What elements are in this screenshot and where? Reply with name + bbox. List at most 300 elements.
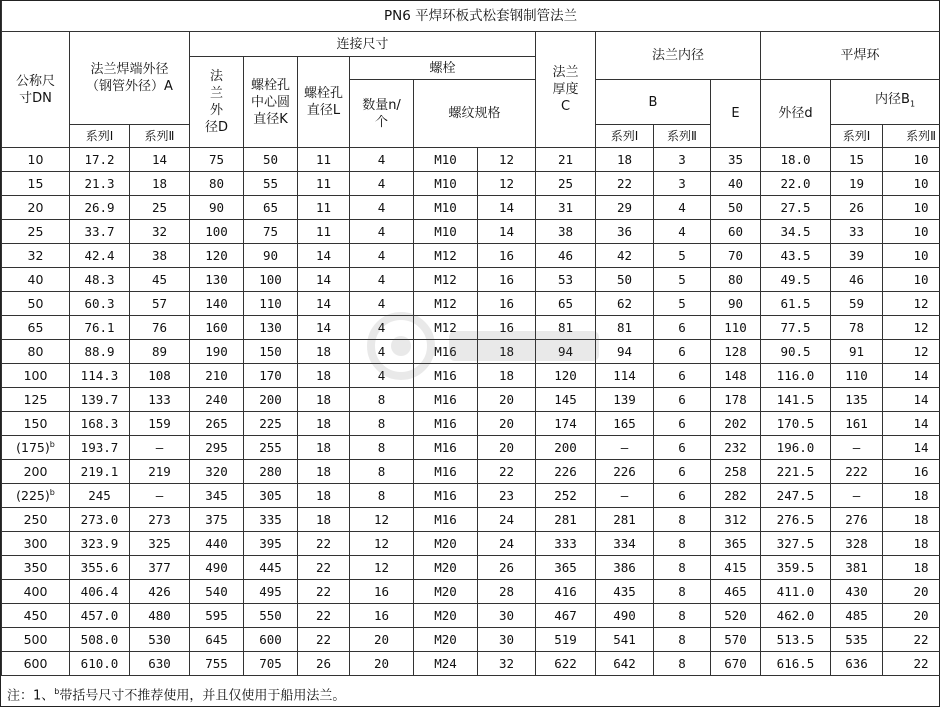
header-ring-od: 外径d bbox=[761, 80, 831, 148]
cell-k: 65 bbox=[244, 196, 298, 220]
cell-k: 90 bbox=[244, 244, 298, 268]
cell-a2: 325 bbox=[130, 532, 190, 556]
cell-n: 16 bbox=[350, 580, 414, 604]
cell-rb1: 170.5 bbox=[761, 412, 831, 436]
cell-a2: 32 bbox=[130, 220, 190, 244]
cell-dn bbox=[2, 580, 70, 604]
cell-l: 18 bbox=[298, 484, 350, 508]
cell-a2: 133 bbox=[130, 388, 190, 412]
cell-e: 4 bbox=[654, 196, 711, 220]
cell-rb2: 430 bbox=[831, 580, 883, 604]
cell-rb2: 19 bbox=[831, 172, 883, 196]
cell-k: 335 bbox=[244, 508, 298, 532]
cell-b2: 81 bbox=[596, 316, 654, 340]
cell-rb1: 90.5 bbox=[761, 340, 831, 364]
cell-d: 540 bbox=[190, 580, 244, 604]
cell-dn bbox=[2, 364, 70, 388]
cell-rd: 365 bbox=[711, 532, 761, 556]
cell-c: 18 bbox=[478, 364, 536, 388]
cell-dn-value: 10 bbox=[28, 152, 44, 167]
cell-c: 20 bbox=[478, 436, 536, 460]
cell-rd: 110 bbox=[711, 316, 761, 340]
cell-b2: 139 bbox=[596, 388, 654, 412]
cell-l: 11 bbox=[298, 172, 350, 196]
cell-a1: 26.9 bbox=[70, 196, 130, 220]
cell-c: 12 bbox=[478, 172, 536, 196]
cell-l: 22 bbox=[298, 604, 350, 628]
cell-rd: 202 bbox=[711, 412, 761, 436]
cell-dn-value: 500 bbox=[24, 632, 48, 647]
cell-a1: 21.3 bbox=[70, 172, 130, 196]
cell-rb1: 513.5 bbox=[761, 628, 831, 652]
cell-a1: 60.3 bbox=[70, 292, 130, 316]
cell-rd: 70 bbox=[711, 244, 761, 268]
cell-th: M10 bbox=[414, 196, 478, 220]
cell-l: 18 bbox=[298, 460, 350, 484]
cell-e: 8 bbox=[654, 508, 711, 532]
cell-rb1: 327.5 bbox=[761, 532, 831, 556]
cell-e: 6 bbox=[654, 484, 711, 508]
cell-th: M20 bbox=[414, 628, 478, 652]
cell-c: 28 bbox=[478, 580, 536, 604]
cell-f: 22 bbox=[883, 652, 940, 676]
cell-b2: 281 bbox=[596, 508, 654, 532]
cell-l: 22 bbox=[298, 628, 350, 652]
cell-rb1: 116.0 bbox=[761, 364, 831, 388]
cell-th: M16 bbox=[414, 388, 478, 412]
cell-dn bbox=[2, 172, 70, 196]
cell-d: 440 bbox=[190, 532, 244, 556]
cell-a1: 76.1 bbox=[70, 316, 130, 340]
cell-n: 8 bbox=[350, 436, 414, 460]
cell-a2: 219 bbox=[130, 460, 190, 484]
cell-e: 5 bbox=[654, 244, 711, 268]
cell-c: 16 bbox=[478, 244, 536, 268]
cell-b1: 416 bbox=[536, 580, 596, 604]
header-b-series1: 系列Ⅰ bbox=[596, 125, 654, 148]
cell-rd: 128 bbox=[711, 340, 761, 364]
cell-rb1: 43.5 bbox=[761, 244, 831, 268]
cell-b1: 174 bbox=[536, 412, 596, 436]
cell-f: 10 bbox=[883, 196, 940, 220]
cell-n: 4 bbox=[350, 172, 414, 196]
cell-a1: 193.7 bbox=[70, 436, 130, 460]
cell-a2: 377 bbox=[130, 556, 190, 580]
cell-l: 18 bbox=[298, 340, 350, 364]
cell-rd: 670 bbox=[711, 652, 761, 676]
cell-a1: 168.3 bbox=[70, 412, 130, 436]
cell-n: 12 bbox=[350, 556, 414, 580]
cell-rb1: 359.5 bbox=[761, 556, 831, 580]
cell-dn bbox=[2, 412, 70, 436]
cell-d: 375 bbox=[190, 508, 244, 532]
cell-b2: 165 bbox=[596, 412, 654, 436]
cell-b2: 226 bbox=[596, 460, 654, 484]
footnote-sup: b bbox=[54, 687, 59, 696]
cell-a2: — bbox=[130, 484, 190, 508]
cell-k: 50 bbox=[244, 148, 298, 172]
cell-k: 495 bbox=[244, 580, 298, 604]
cell-d: 120 bbox=[190, 244, 244, 268]
cell-l: 11 bbox=[298, 148, 350, 172]
cell-a1: 33.7 bbox=[70, 220, 130, 244]
cell-l: 22 bbox=[298, 556, 350, 580]
cell-th: M10 bbox=[414, 172, 478, 196]
cell-l: 14 bbox=[298, 244, 350, 268]
cell-rb2: 39 bbox=[831, 244, 883, 268]
header-flange-id: 法兰内径 bbox=[596, 32, 761, 80]
cell-d: 100 bbox=[190, 220, 244, 244]
cell-rd: 312 bbox=[711, 508, 761, 532]
cell-f: 20 bbox=[883, 580, 940, 604]
cell-dn bbox=[2, 460, 70, 484]
cell-a1: 508.0 bbox=[70, 628, 130, 652]
header-a-series1: 系列Ⅰ bbox=[70, 125, 130, 148]
cell-l: 22 bbox=[298, 580, 350, 604]
table-body bbox=[2, 148, 940, 676]
cell-rb1: 462.0 bbox=[761, 604, 831, 628]
cell-dn bbox=[2, 652, 70, 676]
cell-rb2: 636 bbox=[831, 652, 883, 676]
cell-n: 4 bbox=[350, 268, 414, 292]
cell-th: M16 bbox=[414, 340, 478, 364]
cell-dn-value: 250 bbox=[24, 512, 48, 527]
cell-l: 26 bbox=[298, 652, 350, 676]
cell-e: 4 bbox=[654, 220, 711, 244]
cell-rb2: 161 bbox=[831, 412, 883, 436]
cell-dn-sup: b bbox=[50, 488, 55, 497]
cell-d: 160 bbox=[190, 316, 244, 340]
flange-table bbox=[1, 1, 940, 676]
cell-d: 190 bbox=[190, 340, 244, 364]
cell-rd: 465 bbox=[711, 580, 761, 604]
cell-b1: 226 bbox=[536, 460, 596, 484]
cell-c: 18 bbox=[478, 340, 536, 364]
cell-d: 295 bbox=[190, 436, 244, 460]
cell-a2: 14 bbox=[130, 148, 190, 172]
cell-b2: 334 bbox=[596, 532, 654, 556]
cell-a2: 108 bbox=[130, 364, 190, 388]
cell-rb2: 33 bbox=[831, 220, 883, 244]
cell-k: 395 bbox=[244, 532, 298, 556]
cell-dn-value: 65 bbox=[28, 320, 44, 335]
cell-dn bbox=[2, 220, 70, 244]
cell-e: 6 bbox=[654, 364, 711, 388]
cell-n: 4 bbox=[350, 292, 414, 316]
cell-a1: 114.3 bbox=[70, 364, 130, 388]
cell-c: 16 bbox=[478, 268, 536, 292]
cell-a1: 355.6 bbox=[70, 556, 130, 580]
cell-rb1: 247.5 bbox=[761, 484, 831, 508]
cell-rb2: 46 bbox=[831, 268, 883, 292]
cell-th: M16 bbox=[414, 460, 478, 484]
cell-b1: 333 bbox=[536, 532, 596, 556]
cell-b2: 435 bbox=[596, 580, 654, 604]
cell-n: 8 bbox=[350, 460, 414, 484]
cell-e: 6 bbox=[654, 460, 711, 484]
table-row bbox=[2, 388, 940, 412]
header-bolt-circle: 螺栓孔中心圆直径K bbox=[244, 57, 298, 148]
cell-d: 595 bbox=[190, 604, 244, 628]
cell-f: 14 bbox=[883, 388, 940, 412]
cell-e: 5 bbox=[654, 292, 711, 316]
table-row bbox=[2, 484, 940, 508]
header-dn: 公称尺寸DN bbox=[2, 32, 70, 148]
header-ringid-series2: 系列Ⅱ bbox=[883, 125, 940, 148]
cell-n: 8 bbox=[350, 484, 414, 508]
cell-rb1: 616.5 bbox=[761, 652, 831, 676]
cell-k: 550 bbox=[244, 604, 298, 628]
cell-rd: 90 bbox=[711, 292, 761, 316]
table-row bbox=[2, 340, 940, 364]
cell-n: 4 bbox=[350, 316, 414, 340]
cell-th: M24 bbox=[414, 652, 478, 676]
cell-a2: 530 bbox=[130, 628, 190, 652]
header-connect: 连接尺寸 bbox=[190, 32, 536, 57]
header-e: E bbox=[711, 80, 761, 148]
cell-th: M16 bbox=[414, 508, 478, 532]
cell-f: 12 bbox=[883, 316, 940, 340]
cell-b2: 490 bbox=[596, 604, 654, 628]
cell-e: 5 bbox=[654, 268, 711, 292]
cell-th: M16 bbox=[414, 364, 478, 388]
cell-b1: 120 bbox=[536, 364, 596, 388]
cell-rb2: 110 bbox=[831, 364, 883, 388]
table-row bbox=[2, 652, 940, 676]
cell-f: 18 bbox=[883, 484, 940, 508]
header-flange-od: 法兰外径D bbox=[190, 57, 244, 148]
cell-a2: 76 bbox=[130, 316, 190, 340]
cell-b1: 519 bbox=[536, 628, 596, 652]
header-bolt: 螺栓 bbox=[350, 57, 536, 80]
cell-c: 22 bbox=[478, 460, 536, 484]
cell-rb1: 34.5 bbox=[761, 220, 831, 244]
cell-dn-value: 400 bbox=[24, 584, 48, 599]
cell-dn bbox=[2, 532, 70, 556]
cell-rd: 50 bbox=[711, 196, 761, 220]
cell-f: 14 bbox=[883, 364, 940, 388]
cell-rb2: 135 bbox=[831, 388, 883, 412]
cell-th: M16 bbox=[414, 436, 478, 460]
cell-c: 12 bbox=[478, 148, 536, 172]
cell-e: 6 bbox=[654, 340, 711, 364]
cell-l: 18 bbox=[298, 436, 350, 460]
cell-a1: 406.4 bbox=[70, 580, 130, 604]
cell-b1: 21 bbox=[536, 148, 596, 172]
cell-d: 140 bbox=[190, 292, 244, 316]
cell-dn-value: 100 bbox=[24, 368, 48, 383]
cell-th: M20 bbox=[414, 604, 478, 628]
cell-k: 225 bbox=[244, 412, 298, 436]
cell-a2: 18 bbox=[130, 172, 190, 196]
cell-n: 4 bbox=[350, 340, 414, 364]
cell-f: 20 bbox=[883, 604, 940, 628]
cell-th: M12 bbox=[414, 268, 478, 292]
cell-rb1: 22.0 bbox=[761, 172, 831, 196]
header-bolt-hole: 螺栓孔直径L bbox=[298, 57, 350, 148]
cell-rd: 35 bbox=[711, 148, 761, 172]
cell-k: 200 bbox=[244, 388, 298, 412]
cell-c: 20 bbox=[478, 388, 536, 412]
cell-dn bbox=[2, 604, 70, 628]
cell-e: 6 bbox=[654, 316, 711, 340]
cell-e: 6 bbox=[654, 436, 711, 460]
header-ring: 平焊环 bbox=[761, 32, 940, 80]
cell-e: 6 bbox=[654, 412, 711, 436]
cell-l: 14 bbox=[298, 268, 350, 292]
cell-dn-sup: b bbox=[50, 440, 55, 449]
cell-l: 18 bbox=[298, 388, 350, 412]
cell-d: 755 bbox=[190, 652, 244, 676]
header-ring-id-sub: 1 bbox=[910, 100, 915, 109]
cell-n: 4 bbox=[350, 196, 414, 220]
cell-b1: 38 bbox=[536, 220, 596, 244]
table-row bbox=[2, 556, 940, 580]
cell-a2: 159 bbox=[130, 412, 190, 436]
cell-b2: 386 bbox=[596, 556, 654, 580]
cell-d: 240 bbox=[190, 388, 244, 412]
cell-th: M12 bbox=[414, 292, 478, 316]
cell-rb2: 59 bbox=[831, 292, 883, 316]
cell-n: 8 bbox=[350, 388, 414, 412]
table-row bbox=[2, 316, 940, 340]
cell-dn-value: (175) bbox=[16, 440, 50, 455]
header-thickness: 法兰厚度C bbox=[536, 32, 596, 148]
cell-rb1: 61.5 bbox=[761, 292, 831, 316]
cell-k: 75 bbox=[244, 220, 298, 244]
cell-a2: 25 bbox=[130, 196, 190, 220]
cell-rb1: 196.0 bbox=[761, 436, 831, 460]
cell-l: 22 bbox=[298, 532, 350, 556]
cell-dn bbox=[2, 628, 70, 652]
cell-rb2: — bbox=[831, 484, 883, 508]
cell-e: 8 bbox=[654, 628, 711, 652]
cell-b1: 145 bbox=[536, 388, 596, 412]
cell-e: 8 bbox=[654, 532, 711, 556]
table-row bbox=[2, 196, 940, 220]
cell-b1: 365 bbox=[536, 556, 596, 580]
cell-k: 705 bbox=[244, 652, 298, 676]
cell-rb1: 27.5 bbox=[761, 196, 831, 220]
table-row bbox=[2, 412, 940, 436]
cell-f: 10 bbox=[883, 268, 940, 292]
header-b-series2: 系列Ⅱ bbox=[654, 125, 711, 148]
cell-k: 150 bbox=[244, 340, 298, 364]
table-row bbox=[2, 580, 940, 604]
cell-b1: 467 bbox=[536, 604, 596, 628]
cell-c: 30 bbox=[478, 628, 536, 652]
cell-dn bbox=[2, 436, 70, 460]
cell-b2: — bbox=[596, 484, 654, 508]
cell-l: 11 bbox=[298, 196, 350, 220]
cell-dn bbox=[2, 484, 70, 508]
cell-b2: 94 bbox=[596, 340, 654, 364]
cell-b1: 94 bbox=[536, 340, 596, 364]
cell-b1: 31 bbox=[536, 196, 596, 220]
cell-d: 130 bbox=[190, 268, 244, 292]
cell-dn-value: 350 bbox=[24, 560, 48, 575]
cell-e: 3 bbox=[654, 148, 711, 172]
cell-n: 20 bbox=[350, 652, 414, 676]
cell-rb1: 221.5 bbox=[761, 460, 831, 484]
cell-b2: 50 bbox=[596, 268, 654, 292]
cell-dn-value: 450 bbox=[24, 608, 48, 623]
cell-d: 490 bbox=[190, 556, 244, 580]
cell-dn bbox=[2, 148, 70, 172]
cell-e: 8 bbox=[654, 652, 711, 676]
cell-l: 18 bbox=[298, 364, 350, 388]
cell-th: M10 bbox=[414, 220, 478, 244]
cell-f: 18 bbox=[883, 556, 940, 580]
table-row bbox=[2, 172, 940, 196]
cell-dn bbox=[2, 196, 70, 220]
cell-rd: 40 bbox=[711, 172, 761, 196]
header-bolt-qty: 数量n/个 bbox=[350, 80, 414, 148]
cell-l: 14 bbox=[298, 316, 350, 340]
cell-e: 6 bbox=[654, 388, 711, 412]
cell-b1: 281 bbox=[536, 508, 596, 532]
cell-k: 280 bbox=[244, 460, 298, 484]
cell-c: 24 bbox=[478, 508, 536, 532]
cell-rb2: 26 bbox=[831, 196, 883, 220]
cell-rb1: 141.5 bbox=[761, 388, 831, 412]
table-row bbox=[2, 532, 940, 556]
cell-f: 10 bbox=[883, 220, 940, 244]
cell-c: 23 bbox=[478, 484, 536, 508]
cell-n: 8 bbox=[350, 412, 414, 436]
cell-rb2: — bbox=[831, 436, 883, 460]
table-row bbox=[2, 292, 940, 316]
cell-b2: 29 bbox=[596, 196, 654, 220]
cell-rb2: 222 bbox=[831, 460, 883, 484]
cell-a1: 457.0 bbox=[70, 604, 130, 628]
cell-b1: 65 bbox=[536, 292, 596, 316]
cell-th: M16 bbox=[414, 484, 478, 508]
header-bolt-thread: 螺纹规格 bbox=[414, 80, 536, 148]
cell-b1: 53 bbox=[536, 268, 596, 292]
cell-a1: 245 bbox=[70, 484, 130, 508]
cell-a1: 323.9 bbox=[70, 532, 130, 556]
cell-th: M20 bbox=[414, 556, 478, 580]
cell-rb2: 91 bbox=[831, 340, 883, 364]
cell-dn bbox=[2, 316, 70, 340]
cell-th: M12 bbox=[414, 244, 478, 268]
cell-a2: 273 bbox=[130, 508, 190, 532]
cell-dn-value: 600 bbox=[24, 656, 48, 671]
cell-d: 645 bbox=[190, 628, 244, 652]
cell-b2: 541 bbox=[596, 628, 654, 652]
cell-n: 4 bbox=[350, 220, 414, 244]
cell-rd: 570 bbox=[711, 628, 761, 652]
cell-dn bbox=[2, 268, 70, 292]
cell-f: 14 bbox=[883, 436, 940, 460]
cell-b2: 114 bbox=[596, 364, 654, 388]
cell-k: 55 bbox=[244, 172, 298, 196]
cell-b2: 22 bbox=[596, 172, 654, 196]
cell-b2: 62 bbox=[596, 292, 654, 316]
cell-a1: 88.9 bbox=[70, 340, 130, 364]
cell-a2: 89 bbox=[130, 340, 190, 364]
table-row bbox=[2, 220, 940, 244]
table-title: PN6 平焊环板式松套钢制管法兰 bbox=[2, 1, 940, 32]
cell-l: 18 bbox=[298, 412, 350, 436]
cell-a1: 219.1 bbox=[70, 460, 130, 484]
cell-f: 22 bbox=[883, 628, 940, 652]
cell-f: 14 bbox=[883, 412, 940, 436]
cell-l: 14 bbox=[298, 292, 350, 316]
cell-n: 16 bbox=[350, 604, 414, 628]
cell-dn-value: 50 bbox=[28, 296, 44, 311]
